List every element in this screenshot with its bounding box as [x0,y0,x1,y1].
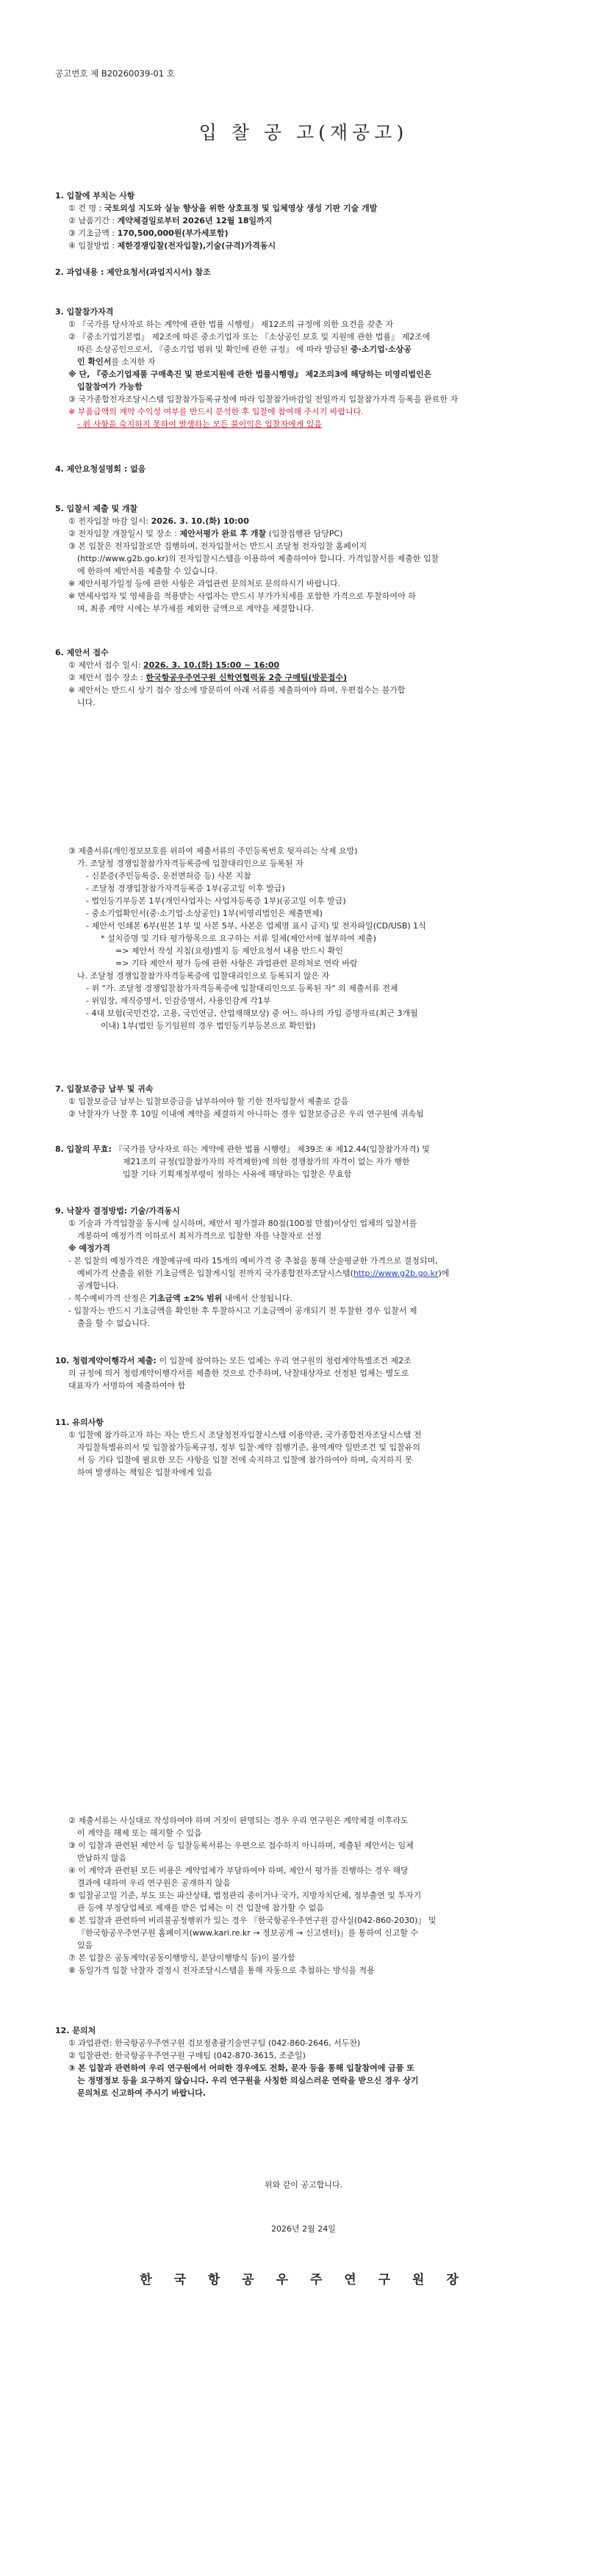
section-task [55,266,555,278]
doc-item: - 신분증(주민등록증, 운전면허증 등) 사본 지참 [86,871,251,881]
task-line: 2. 과업내용 : 제안요청서(과업지시서) 참조 [55,267,211,277]
precaution-5b: 관 등에 부정당업체로 제재를 받은 업체는 이 건 입찰에 참가할 수 없음 [77,1903,324,1913]
doc-item: - 위임장, 재직증명서, 인감증명서, 사용인감계 각1부 [86,996,271,1006]
receipt-note-b: 니다. [77,698,96,707]
g2b-link[interactable]: http://www.g2b.go.kr [353,1269,439,1278]
contact-bid: ② 입찰관련: 한국항공우주연구원 구매팀 (042-870-3615, 조준일) [68,2051,306,2060]
reserve-p3a: - 본 입찰의 예정가격은 개찰예규에 따라 15개의 예비가격 중 추첨을 통해 산술평균한 가격으로 결정되며, [68,1256,438,1266]
reserve-p4: - 복수예비가격 산정은 기초금액 ±2% 범위 내에서 산정됩니다. [68,1294,292,1303]
documents-intro: ③ 제출서류(개인정보보호를 위하여 제출서류의 주민등록번호 뒷자리는 삭제 요망) [68,846,358,856]
notice-number: 공고번호 제 B20260039-01 호 [55,68,175,79]
closing-text: 위와 같이 공고합니다. [264,2180,343,2190]
eligibility-p2b: 따른 소상공인으로서, 『중소기업 범위 및 확인에 관한 규정』 에 따라 발급된 중·소기업·소상공 [77,344,412,354]
bond-p1: ① 입찰보증금 납부는 입찰보증금을 납부하여야 할 기한 전자입찰서 제출로 갈음 [68,1097,349,1106]
section-submission [55,502,555,615]
item-base-amount: ③ 기초금액 : 170,500,000원(부가세포함) [68,228,229,238]
announcement-date: 2026년 2월 24일 [271,2224,336,2234]
documents-group-b: 나. 조달청 경쟁입찰참가자격등록증에 입찰대리인으로 등록되지 않은 자 [77,971,330,981]
page-title: 입 찰 공 고(재공고) [198,122,409,143]
warning-note: ※ 부품급액의 계약 수익성 여부를 반드시 분석한 후 입찰에 참여해 주시기 바랍니다. [68,407,364,416]
deadline: ① 전자입찰 마감 일시: 2026. 3. 10.(화) 10:00 [68,516,249,526]
fraud-warning-a: ③ 본 입찰과 관련하여 우리 연구원에서 어떠한 경우에도 전화, 문자 등을 통해 입찰참여에 금품 또 [68,2063,414,2073]
award-p1b: 개봉하여 예정가격 이하로서 최저가격으로 입찰한 자를 낙찰자로 선정 [77,1231,322,1241]
submission-note2b: 며, 최종 계약 시에는 부가세를 제외한 금액으로 계약을 체결합니다. [77,604,314,613]
reserve-price-heading: ※ 예정가격 [68,1244,111,1253]
precaution-6b: 『한국항공우주연구원 홈페이지(www.kari.re.kr → 정보공개 → 신고센터)』를 통하여 신고할 수 [77,1928,419,1938]
submission-p3a: ③ 본 입찰은 전자입찰로만 집행하며, 전자입찰서는 반드시 조달청 전자입찰 홈페이지 [68,541,367,551]
precaution-8: ⑧ 동일가격 입찰 낙찰자 결정시 전자조달시스템을 통해 자동으로 추첨하는 방식을 적용 [68,1966,375,1975]
section-documents [55,845,555,1032]
precaution-6c: 있음 [77,1941,93,1950]
eligibility-p2a: ② 『중소기업기본법』 제2조에 따른 중소기업자 또는 『소상공인 보호 및 지원에 관한 법률』 제2조에 [68,332,431,342]
precaution-1b: 자입찰특별유의서 및 입찰참가등록규정, 정부 입찰·계약 집행기준, 용역계약 일반조건 및 입찰유의 [77,1443,420,1452]
precaution-6a: ⑥ 본 입찰과 관련하여 비리불공정행위가 있는 경우 『한국항공우주연구원 감사실(042-860-2030)』 및 [68,1916,437,1925]
section-award-method [55,1205,555,1330]
item-delivery: ② 납품기간 : 계약체결일로부터 2026년 12월 18일까지 [68,216,273,226]
doc-item: - 조달청 경쟁입찰참가자격등록증 1부(공고일 이후 발급) [86,884,285,893]
fraud-warning-c: 문의처로 신고하여 주시기 바랍니다. [77,2088,206,2098]
reserve-p5b: 출을 할 수 없습니다. [77,1318,150,1328]
precaution-2a: ② 제출서류는 사실대로 작성하여야 하며 거짓이 판명되는 경우 우리 연구원은 계약체결 이후라도 [68,1816,409,1825]
integrity-line-c: 대표자가 서명하여 제출하여야 함 [68,1381,186,1390]
reserve-p3d: 공개합니다. [77,1281,119,1291]
section-integrity-pledge [55,1354,555,1392]
section-heading: 6. 제안서 접수 [55,648,109,657]
invalid-line-c: 입찰 기타 기획재정부령이 정하는 사유에 해당하는 입찰은 무효함 [123,1169,352,1179]
section-eligibility [55,306,555,430]
submission-note: ※ 제안서평가일정 등에 관한 사항은 과업관련 문의처로 문의하시기 바랍니다. [68,579,341,588]
issuing-agency: 한 국 항 공 우 주 연 구 원 장 [140,2273,467,2287]
precaution-5a: ⑤ 입찰공고일 기준, 부도 또는 파산상태, 법정관리 중이거나 국가, 지방자치단체, 정부출연 및 투자기 [68,1891,422,1900]
receipt-time: ① 제안서 접수 일시: 2026. 3. 10.(화) 15:00 ~ 16:00 [68,660,280,670]
doc-subitem: => 기타 제안서 평가 등에 관한 사항은 과업관련 문의처로 연락 바람 [115,959,358,968]
precaution-2b: 이 계약을 해제 또는 해지할 수 있음 [77,1828,202,1838]
eligibility-p4a: ③ 국가종합전자조달시스템 입찰참가등록규정에 따라 입찰참가마감일 전일까지 입찰참가자격 등록을 완료한 자 [68,394,459,404]
precaution-3a: ③ 이 입찰과 관련된 제안서 등 입찰등록서류는 우편으로 접수하지 아니하며, 제출된 제안서는 임체 [68,1841,414,1850]
submission-note2a: ※ 면세사업자 및 영세율을 적용받는 사업자는 반드시 부가가치세를 포함한 가격으로 투찰하여야 하 [68,591,416,601]
doc-subitem: * 설치증명 및 기타 평가항목으로 요구하는 서류 일체(제안서에 첨부하여 제출) [101,934,376,943]
item-bid-method: ④ 입찰방법 : 제한경쟁입찰(전자입찰),기술(규격)가격동시 [68,241,276,250]
doc-item: - 중소기업확인서(중·소기업·소상공인) 1부(비영리법인은 제출면제) [86,909,323,918]
integrity-line-a: 10. 청렴계약이행각서 제출: 이 입찰에 참여하는 모든 업체는 우리 연구원의 청렴계약특별조건 제2조 [55,1356,412,1365]
eligibility-note: ※ 단, 『중소기업제품 구매촉진 및 판로지원에 관한 법률시행령』 제2조의3에 해당하는 미영리법인은 [68,369,432,379]
section-precautions-continued [55,1814,555,1977]
bond-p2: ② 낙찰자가 낙찰 후 10일 이내에 계약을 체결하지 아니하는 경우 입찰보증금은 우리 연구원에 귀속됨 [68,1109,424,1119]
precaution-4b: 결과에 대하여 우리 연구원은 공개하지 않음 [77,1878,231,1888]
section-heading: 11. 유의사항 [55,1418,104,1427]
opening: ② 전자입찰 개찰일시 및 장소 : 제안서평가 완료 후 개찰 (입찰집행관 담당PC) [68,529,343,538]
precaution-1d: 하여 발생하는 책임은 입찰자에게 있음 [77,1468,213,1477]
briefing-line: 4. 제안요청설명회 : 없음 [55,464,146,474]
invalid-line-a: 8. 입찰의 무효: 『국가를 당사자로 하는 계약에 관한 법률 시행령』 제39조 ④ 제12.44(입찰참가자격) 및 [55,1144,430,1154]
receipt-place: ② 제안서 접수 장소 : 한국항공우주연구원 신학연협력동 2층 구매팀(방문접수) [68,673,348,682]
section-heading: 7. 입찰보증금 납부 및 귀속 [55,1084,154,1094]
section-bid-items [55,190,555,252]
section-heading: 5. 입찰서 제출 및 개찰 [55,504,138,513]
eligibility-note-b: 입찰참여가 가능함 [77,382,143,392]
precaution-7: ⑦ 본 입찰은 공동계약(공동이행방식, 분담이행방식 등)이 불가함 [68,1953,295,1963]
doc-item: - 법인등기부등본 1부(개인사업자는 사업자등록증 1부)(공고일 이후 발급) [86,896,346,906]
precaution-1c: 서 등 기타 입찰에 필요한 모든 사항을 입찰 전에 숙지하고 입찰에 참가하여야 하며, 숙지하지 못 [77,1455,413,1465]
section-briefing [55,463,555,475]
section-heading: 12. 문의처 [55,2026,96,2035]
doc-item: - 4대 보험(국민건강, 고용, 국민연금, 산업재해보상) 중 어느 하나의 가입 증명자료(최근 3개월 [86,1009,418,1018]
section-invalid-bids [55,1143,555,1180]
award-heading: 9. 낙찰자 결정방법: 기술/가격동시 [55,1206,180,1216]
documents-group-a: 가. 조달청 경쟁입찰참가자격등록증에 입찰대리인으로 등록된 자 [77,859,304,868]
contact-task: ① 과업관련: 한국항공우주연구원 검보정총괄기술연구팀 (042-860-2646, 서두찬) [68,2038,361,2048]
submission-p3b: (http://www.g2b.go.kr)의 전자입찰시스템을 이용하여 제출하여야 합니다. 가격입찰서를 제출한 입찰 [77,554,439,563]
section-contact [55,2024,555,2099]
fraud-warning-b: 는 정명정보 등을 요구하지 않습니다. 우리 연구원을 사칭한 의심스러운 연락을 받으신 경우 상기 [77,2076,419,2085]
precaution-1a: ① 입찰에 참가하고자 하는 자는 반드시 조달청전자입찰시스템 이용약관, 국가종합전자조달시스템 전 [68,1430,422,1440]
precaution-4a: ④ 이 계약과 관련된 모든 비용은 계약업체가 부담하여야 하며, 제안서 평가를 진행하는 경우 해당 [68,1866,409,1875]
section-precautions [55,1416,555,1479]
section-heading: 1. 입찰에 부치는 사항 [55,191,135,201]
submission-p3c: 에 한하여 제안서를 제출할 수 있습니다. [77,566,218,576]
reserve-p5a: - 입찰자는 반드시 기초금액을 확인한 후 투찰하시고 기초금액이 공개되기 전 투찰한 경우 입찰서 제 [68,1306,417,1316]
receipt-note-a: ※ 제안서는 반드시 상기 접수 장소에 방문하여 아래 서류를 제출하여야 하며, 우편접수는 불가합 [68,685,406,695]
precaution-3b: 반납하지 않음 [77,1853,127,1863]
doc-item: - 제안서 인쇄본 6부(원본 1부 및 사본 5부, 사본은 업체명 표시 금지) 및 전자파일(CD/USB) 1식 [86,921,426,931]
section-bid-bond [55,1083,555,1120]
eligibility-p1: ① 『국가를 당사자로 하는 계약에 관한 법률 시행령』 제12조의 규정에 의한 요건을 갖춘 자 [68,320,393,329]
eligibility-p2c: 인 확인서를 소지한 자 [77,357,156,367]
section-heading: 3. 입찰참가자격 [55,307,114,317]
doc-subitem: => 제안서 작성 지침(요령)별지 등 제안요청서 내용 반드시 확인 [115,946,344,956]
doc-item: 이내) 1부(법인 등기임원의 경우 법인등기부등본으로 확인함) [101,1021,316,1031]
item-name: ① 건 명 : 국토외성 지도와 실능 향상을 위한 상호표정 및 입체영상 생성 기판 기술 개발 [68,203,378,213]
award-p1a: ① 기술과 가격입찰을 동시에 실시하며, 제안서 평가결과 80점(100점 만점)이상인 업체의 입찰서를 [68,1219,417,1228]
invalid-line-b: 제21조의 규정(입찰참가자의 자격제한)에 의한 경쟁참가의 자격이 없는 자가 행한 [123,1157,410,1166]
section-proposal-receipt [55,646,555,709]
doc-item: - 위 "가. 조달청 경쟁입찰참가자격등록증에 입찰대리인으로 등록된 자" 의 제출서류 전체 [86,984,398,993]
integrity-line-b: 의 규정에 의거 청렴계약이행각서를 제출한 것으로 간주하며, 낙찰대상자로 선정된 업체는 별도로 [68,1368,409,1378]
reserve-p3b: 예비가격 산출을 위한 기초금액은 입찰게시일 전까지 국가종합전자조달시스템(http://www.g2b.go.kr)에 [77,1269,450,1278]
warning-note-b: - 위 사항을 숙지하지 못하여 발생하는 모든 불이익은 입찰자에게 있음 [77,419,322,429]
